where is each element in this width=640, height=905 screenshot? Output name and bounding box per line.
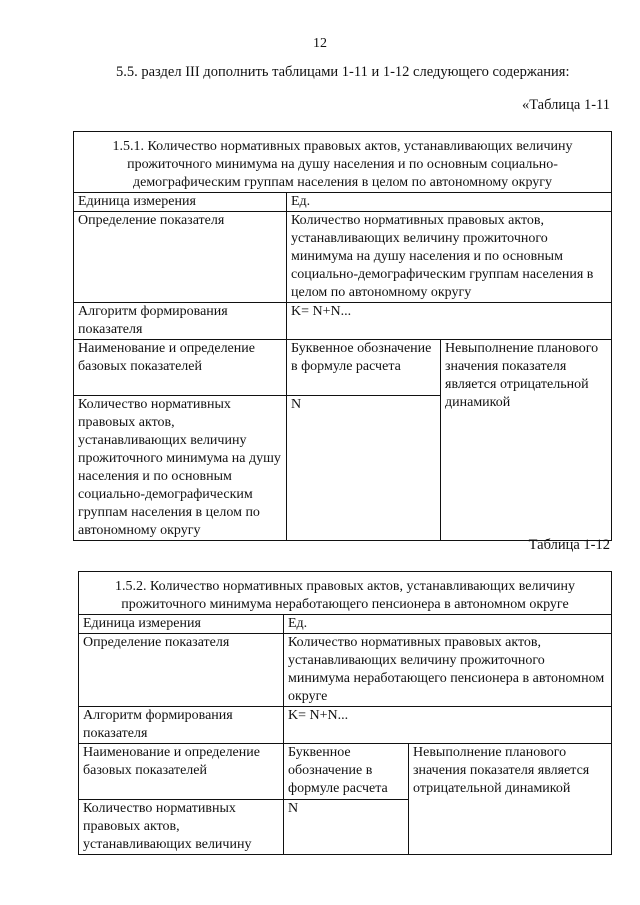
table-2-caption: Таблица 1-12 xyxy=(528,537,610,553)
page-number: 12 xyxy=(313,36,327,51)
unit-value: Ед. xyxy=(287,193,612,212)
algorithm-label: Алгоритм формирования показателя xyxy=(74,303,287,340)
table-1-caption: «Таблица 1-11 xyxy=(521,97,610,113)
definition-label: Определение показателя xyxy=(74,212,287,303)
algorithm-value: K= N+N... xyxy=(287,303,612,340)
base-indicators-label: Наименование и определение базовых показателей xyxy=(79,744,284,800)
definition-value: Количество нормативных правовых актов, устанавливающих величину прожиточного минимума неработающего пенсионера в автономном округе xyxy=(284,634,612,707)
table-1-title: 1.5.1. Количество нормативных правовых актов, устанавливающих величину прожиточного минимума на душу населения и по основным социально-демографическим группам населения в целом по автономному округу xyxy=(74,132,612,193)
unit-label: Единица измерения xyxy=(79,615,284,634)
base-indicator-letter: N xyxy=(284,800,409,855)
algorithm-label: Алгоритм формирования показателя xyxy=(79,707,284,744)
table-1-11 xyxy=(73,131,612,541)
dynamics-note: Невыполнение планового значения показателя является отрицательной динамикой xyxy=(409,744,612,855)
intro-paragraph: 5.5. раздел III дополнить таблицами 1-11 и 1-12 следующего содержания: xyxy=(116,64,570,80)
base-indicator-name: Количество нормативных правовых актов, устанавливающих величину прожиточного минимума на душу населения и по основным социально-демографическим группам населения в целом по автономному округу xyxy=(74,396,287,541)
table-2-title: 1.5.2. Количество нормативных правовых актов, устанавливающих величину прожиточного минимума неработающего пенсионера в автономном округе xyxy=(79,572,612,615)
unit-value: Ед. xyxy=(284,615,612,634)
base-indicator-letter: N xyxy=(287,396,441,541)
base-indicator-name: Количество нормативных правовых актов, устанавливающих величину xyxy=(79,800,284,855)
letter-designation-label: Буквенное обозначение в формуле расчета xyxy=(287,340,441,396)
unit-label: Единица измерения xyxy=(74,193,287,212)
algorithm-value: K= N+N... xyxy=(284,707,612,744)
definition-label: Определение показателя xyxy=(79,634,284,707)
definition-value: Количество нормативных правовых актов, устанавливающих величину прожиточного минимума на душу населения и по основным социально-демографическим группам населения в целом по автономному округу xyxy=(287,212,612,303)
dynamics-note: Невыполнение планового значения показателя является отрицательной динамикой xyxy=(441,340,612,541)
table-1-12 xyxy=(78,571,612,855)
base-indicators-label: Наименование и определение базовых показателей xyxy=(74,340,287,396)
letter-designation-label: Буквенное обозначение в формуле расчета xyxy=(284,744,409,800)
